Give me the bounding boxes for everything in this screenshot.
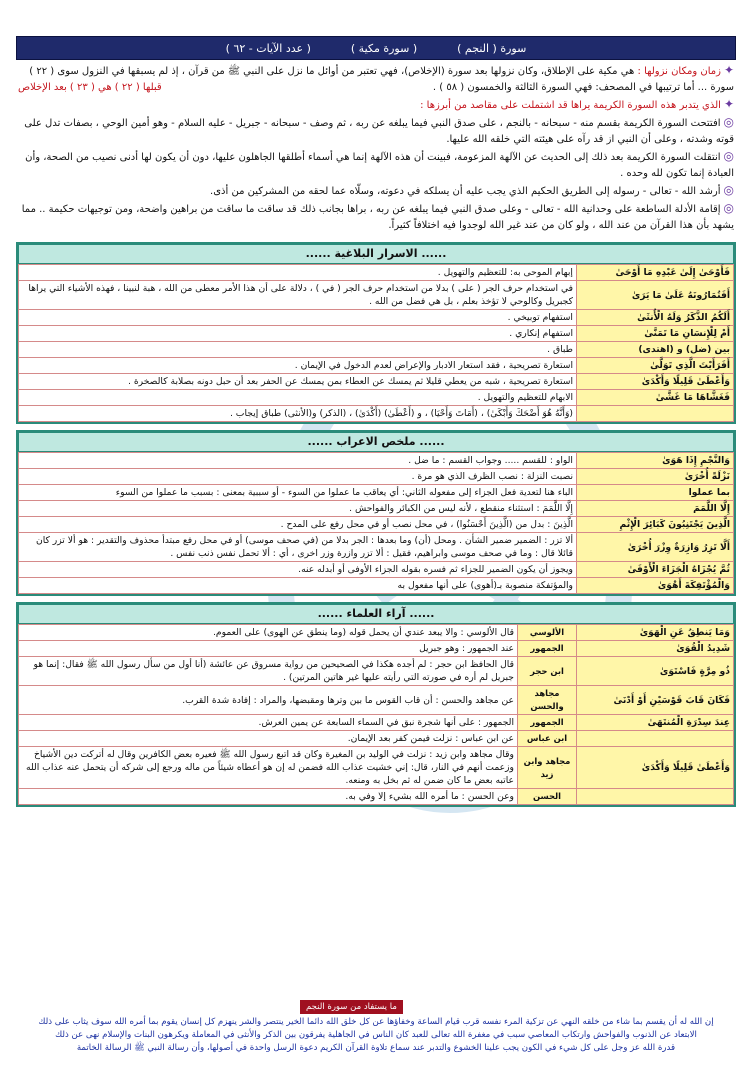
scholar-cell: الحسن: [518, 789, 577, 805]
table-row: [19, 578, 734, 594]
benefits-line: قدرة الله عز وجل على كل شيء في الكون يجب علينا الخشوع والتدبر عند سماع تلاوة القرآن الكريم دعوة الرسل واحدة في أصولها، وأن رسالة النبي ﷺ الرسالة الخاتمة: [76, 1043, 676, 1053]
explanation-cell: ويجوز أن يكون الضمير للجزاء ثم فسره بقوله الجزاء الأوفى أو أبدله عنه.: [19, 562, 577, 578]
intro-line1: هي مكية على الإطلاق، وكان نزولها بعد سورة (الإخلاص)، فهي تعتبر من أوائل ما نزل على النبي ﷺ من قرآن ، إذ لم يسبقها في النزول سوى ( ٢٢ ): [29, 66, 635, 77]
verse-cell: أَفَتُمَارُونَهُ عَلَىٰ مَا يَرَىٰ: [577, 281, 734, 310]
verse-cell: أَلَكُمُ الذَّكَرُ وَلَهُ الْأُنثَىٰ: [577, 310, 734, 326]
verse-cell: بين (ضل) و (اهتدى): [577, 342, 734, 358]
verse-cell: أَمْ لِلْإِنسَانِ مَا تَمَنَّىٰ: [577, 326, 734, 342]
scholar-cell: مجاهد وابن زيد: [518, 747, 577, 789]
table-row: [19, 281, 734, 310]
benefits-line: الابتعاد عن الذنوب والفواحش وارتكاب المعاصي سبب في مغفرة الله تعالى للعبد كان الناس في الجاهلية يفرقون بين الذكر والأنثى في المعاملة ويكرهون البنات والإسلام نهى عن ذلك: [55, 1030, 697, 1040]
verse-cell: بما عملوا: [577, 485, 734, 501]
table-row: [19, 731, 734, 747]
table-row: [19, 501, 734, 517]
intro-bullet: افتتحت السورة الكريمة بقسم منه - سبحانه - بالنجم ، على صدق النبي فيما يبلغه عن ربه ، ثم وصف - سبحانه - جبريل - عليه السلام - وهو أمين الوحي ، بصفات تدل على قوته وشدته ، وعلى أن النبي از قد رآه على هيئته التي خلقه الله عليها.: [24, 118, 734, 145]
scholar-cell: الألوسي: [518, 625, 577, 641]
verse-cell: وَأَعْطَىٰ قَلِيلًا وَأَكْدَىٰ: [577, 374, 734, 390]
bullet-icon: ◎: [723, 115, 734, 129]
pin-icon: ✦: [723, 97, 734, 111]
verse-cell: أَفَرَأَيْتَ الَّذِي تَوَلَّىٰ: [577, 358, 734, 374]
section-title: ...... ملخص الاعراب ......: [18, 432, 734, 452]
explanation-cell: الباء هنا لتعدية فعل الجزاء إلى مفعوله الثاني: أي يعاقب ما عملوا من السوء - أو سببية بمعنى : بسبب ما عملوا من السوء: [19, 485, 577, 501]
table-row: [19, 326, 734, 342]
scholar-cell: ابن عباس: [518, 731, 577, 747]
table-row: [19, 390, 734, 406]
explanation-cell: عن مجاهد والحسن : أن قاب القوس ما بين وترها ومقبضها، والمراد : إفادة شدة القرب.: [19, 686, 518, 715]
explanation-cell: استعارة تصريحية ، فقد استعار الادبار والإعراض لعدم الدخول في الإيمان .: [19, 358, 577, 374]
verse-cell: [577, 731, 734, 747]
scholars-table: [18, 624, 734, 805]
table-row: [19, 715, 734, 731]
table-row: [19, 265, 734, 281]
explanation-cell: الواو : للقسم ..... وجواب القسم : ما ضل .: [19, 453, 577, 469]
surah-name: سورة ( النجم ): [457, 41, 527, 55]
table-row: [19, 469, 734, 485]
intro-bullet: أرشد الله - تعالى - رسوله إلى الطريق الحكيم الذي يجب عليه أن يسلكه في دعوته، وسلّاه عما لحقه من المشركين من أذى.: [210, 186, 721, 197]
explanation-cell: وقال مجاهد وابن زيد : نزلت في الوليد بن المغيرة وكان قد اتبع رسول الله ﷺ فعيره بعض الكافرين وقال له أتركت دين الأشياخ وزعمت أنهم في النار، قال: إني خشيت عذاب الله فضمن له إن هو أعطاه شيئاً من ماله ورجع إلى شركه أن يتحمل عنه عذاب الله عاتبه بعض ما كان ضمن له ثم بخل به ومنعه.: [19, 747, 518, 789]
explanation-cell: إِلَّا اللَّمَمَ : استثناء منقطع ، لأنه ليس من الكبائر والفواحش .: [19, 501, 577, 517]
table-row: [19, 342, 734, 358]
verse-cell: وَأَعْطَىٰ قَلِيلًا وَأَكْدَىٰ: [577, 747, 734, 789]
intro-label: زمان ومكان نزولها :: [637, 66, 721, 77]
explanation-cell: استعارة تصريحية ، شبه من يعطي قليلا ثم يمسك عن العطاء بمن يمسك عن الحفر بعد أن حبل دونه بصلابة كالصخرة .: [19, 374, 577, 390]
verse-cell: [577, 789, 734, 805]
scholars-section: [16, 602, 736, 807]
benefits-line: إن الله له أن يقسم بما شاء من خلقه النهي عن تزكية المرء نفسه قرب قيام الساعة وخفاؤها عن كل خلق الله دائما الخير ينتصر والشر ينهزم كل إنسان يقوم بما أمره الله سوف يثاب على ذلك: [38, 1017, 714, 1027]
bullet-icon: ◎: [723, 149, 734, 163]
rhetoric-section: [16, 242, 736, 424]
page: [16, 36, 736, 807]
surah-type: ( سورة مكية ): [350, 41, 418, 55]
verse-cell: فَكَانَ قَابَ قَوْسَيْنِ أَوْ أَدْنَىٰ: [577, 686, 734, 715]
explanation-cell: قال الحافظ ابن حجر : لم أجده هكذا في الصحيحين من رواية مسروق عن عائشة (أنا أول من سأل رسول الله ﷺ فقال: إنما هو جبريل لم أره في صورته التي رأيته عليها غير هاتين المرتين) .: [19, 657, 518, 686]
explanation-cell: طباق .: [19, 342, 577, 358]
explanation-cell: والمؤتفكة منصوبة بـ(أهوى) على أنها مفعول به: [19, 578, 577, 594]
table-row: [19, 747, 734, 789]
surah-ayat: ( عدد الآيات - ٦٢ ): [225, 41, 311, 55]
intro-line3: الذي يتدبر هذه السورة الكريمة يراها قد اشتملت على مقاصد من أبرزها :: [420, 100, 721, 111]
verse-cell: وَمَا يَنطِقُ عَنِ الْهَوَىٰ: [577, 625, 734, 641]
explanation-cell: (وَأَنَّهُ هُوَ أَضْحَكَ وَأَبْكَىٰ) ، (أَمَاتَ وَأَحْيَا) ، و (أَعْطَىٰ) (أَكْدَىٰ) ، (الذكر) و(الأنثى) طباق إيجاب .: [19, 406, 577, 422]
intro-line2: سورة ... أما ترتيبها في المصحف: فهي السورة الثالثة والخمسون ( ٥٨ ) .: [432, 82, 734, 93]
explanation-cell: في استخدام حرف الجر ( على ) بدلا من استخدام حرف الجر ( في ) ، دلالة على أن هذا الأمر معطى من الله ، هبة لنبينا ، فهذه الأشياء التي يراها كجبريل وكالوحي لا تؤخذ بعلم ، بل هي فضل من الله .: [19, 281, 577, 310]
table-row: [19, 789, 734, 805]
explanation-cell: الابهام للتعظيم والتهويل .: [19, 390, 577, 406]
explanation-cell: استفهام توبيخي .: [19, 310, 577, 326]
grammar-section: [16, 430, 736, 596]
table-row: [19, 358, 734, 374]
table-row: [19, 533, 734, 562]
table-row: [19, 453, 734, 469]
section-title: ...... آراء العلماء ......: [18, 604, 734, 624]
verse-cell: أَلَّا تَزِرُ وَازِرَةٌ وِزْرَ أُخْرَىٰ: [577, 533, 734, 562]
verse-cell: وَالنَّجْمِ إِذَا هَوَىٰ: [577, 453, 734, 469]
grammar-table: [18, 452, 734, 594]
verse-cell: فَأَوْحَىٰ إِلَىٰ عَبْدِهِ مَا أَوْحَىٰ: [577, 265, 734, 281]
table-row: [19, 485, 734, 501]
scholar-cell: الجمهور: [518, 641, 577, 657]
pin-icon: ✦: [723, 63, 734, 77]
table-row: [19, 562, 734, 578]
explanation-cell: نصبت النزلة : نصب الظرف الذي هو مرة .: [19, 469, 577, 485]
verse-cell: فَغَشَّاهَا مَا غَشَّىٰ: [577, 390, 734, 406]
verse-cell: إِلَّا اللَّمَمَ: [577, 501, 734, 517]
bullet-icon: ◎: [723, 201, 734, 215]
section-title: ...... الاسرار البلاغية ......: [18, 244, 734, 264]
verse-cell: ثُمَّ يُجْزَاهُ الْجَزَاءَ الْأَوْفَىٰ: [577, 562, 734, 578]
benefits: [16, 1016, 736, 1055]
verse-cell: شَدِيدُ الْقُوَىٰ: [577, 641, 734, 657]
table-row: [19, 406, 734, 422]
verse-cell: [577, 406, 734, 422]
table-row: [19, 686, 734, 715]
bullet-icon: ◎: [723, 183, 734, 197]
explanation-cell: استفهام إنكاري .: [19, 326, 577, 342]
scholar-cell: الجمهور: [518, 715, 577, 731]
table-row: [19, 641, 734, 657]
scholar-cell: ابن حجر: [518, 657, 577, 686]
explanation-cell: عن ابن عباس : نزلت فيمن كفر بعد الإيمان.: [19, 731, 518, 747]
explanation-cell: ألا تزر : الضمير ضمير الشأن . ومحل (أن) وما بعدها : الجر بدلا من (في صحف موسى) أو في محل رفع مبتدأ محذوف والتقدير : هو ألا تزر كان قائلا قال : وما في صحف موسى وابراهيم، فقيل : ألا تزر وازرة وزر اخرى ، أي : ألا تحمل نفس ذنب نفس .: [19, 533, 577, 562]
verse-cell: الَّذِينَ يَجْتَنِبُونَ كَبَائِرَ الْإِثْمِ: [577, 517, 734, 533]
verse-cell: ذُو مِرَّةٍ فَاسْتَوَىٰ: [577, 657, 734, 686]
benefits-title: ما يستفاد من سورة النجم: [300, 1000, 403, 1014]
rhetoric-table: [18, 264, 734, 422]
verse-cell: نَزْلَةً أُخْرَىٰ: [577, 469, 734, 485]
verse-cell: وَالْمُؤْتَفِكَةَ أَهْوَىٰ: [577, 578, 734, 594]
verse-cell: عِندَ سِدْرَةِ الْمُنتَهَىٰ: [577, 715, 734, 731]
explanation-cell: عند الجمهور : وهو جبريل: [19, 641, 518, 657]
scholar-cell: مجاهد والحسن: [518, 686, 577, 715]
table-row: [19, 657, 734, 686]
explanation-cell: وعن الحسن : ما أمره الله بشيء إلا وفي به.: [19, 789, 518, 805]
intro: [16, 60, 736, 236]
explanation-cell: إبهام الموحى به: للتعظيم والتهويل .: [19, 265, 577, 281]
explanation-cell: الجمهور : على أنها شجرة نبق في السماء السابعة عن يمين العرش.: [19, 715, 518, 731]
table-row: [19, 517, 734, 533]
surah-header: [16, 36, 736, 60]
table-row: [19, 374, 734, 390]
intro-line2-right: قبلها ( ٢٢ ) هي ( ٢٣ ) بعد الإخلاص: [18, 82, 162, 93]
intro-bullet: إقامة الأدلة الساطعة على وحدانية الله - تعالى - وعلى صدق النبي فيما يبلغه عن ربه ، براها بجانب ذلك قد ساقت ما ساقت من براهين واضحة، ومن توجيهات حكيمة .. مما يشهد بأن هذا القرآن من عند الله ، ولو كان من عند غير الله لوجدوا فيه اختلافاً كثيراً.: [21, 204, 734, 231]
table-row: [19, 625, 734, 641]
explanation-cell: الَّذِينَ : بدل من (الَّذِينَ أَحْسَنُوا) ، في محل نصب أو في محل رفع على المدح .: [19, 517, 577, 533]
table-row: [19, 310, 734, 326]
intro-bullet: انتقلت السورة الكريمة بعد ذلك إلى الحديث عن الآلهة المزعومة، فبينت أن هذه الآلهة إنما هي أسماء أطلقها الجاهلون عليها، دون أن يكون لها أدنى نصيب من الصحة، وأن العبادة إنما تكون لله وحده .: [25, 152, 734, 179]
explanation-cell: قال الألوسي : والا يبعد عندي أن يحمل قوله (وما ينطق عن الهوى) على العموم.: [19, 625, 518, 641]
